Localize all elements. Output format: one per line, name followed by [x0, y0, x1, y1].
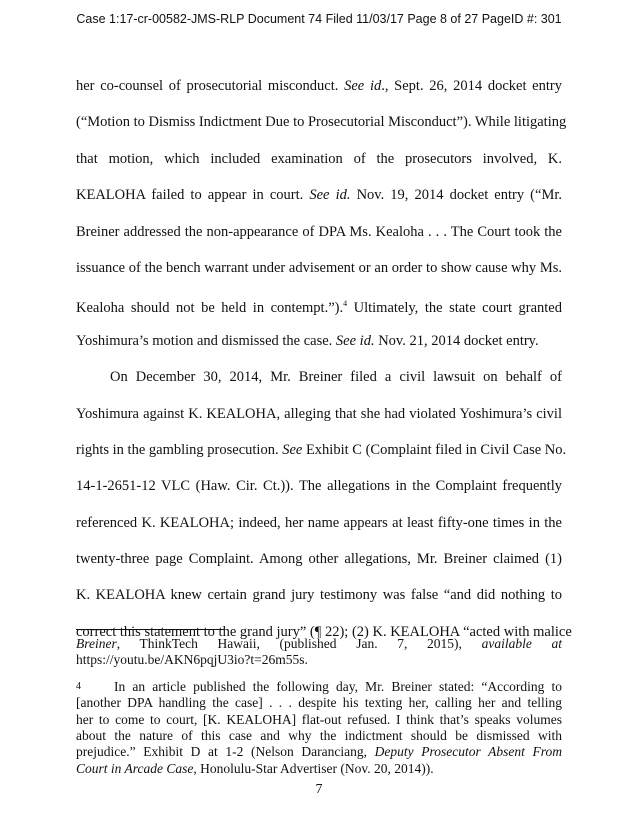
paragraph-start-line: On December 30, 2014, Mr. Breiner filed a civil lawsuit on behalf of	[110, 369, 562, 386]
body-line: 14-1-2651-12 VLC (Haw. Cir. Ct.)). The allegations in the Complaint frequently	[76, 478, 562, 495]
body-line: correct this statement to the grand jury” (¶ 22); (2) K. KEALOHA “acted with malice	[76, 623, 572, 640]
body-line: Yoshimura against K. KEALOHA, alleging that she had violated Yoshimura’s civil	[76, 405, 562, 422]
body-line: rights in the gambling prosecution. See Exhibit C (Complaint filed in Civil Case No.	[76, 441, 567, 458]
body-line: Kealoha should not be held in contempt.”).$^4$ Ultimately, the state court granted	[76, 299, 562, 317]
page-number: 7	[315, 782, 323, 797]
footnote-separator	[76, 629, 224, 630]
footnotes	[76, 636, 562, 777]
footnote-line: prejudice.” Exhibit D at 1-2 (Nelson Daranciang, Deputy Prosecutor Absent From	[76, 744, 562, 760]
body-line: that motion, which included examination of the prosecutors involved, K.	[76, 150, 562, 167]
footnote-4-first-line: 4 In an article published the following day, Mr. Breiner stated: “According to	[76, 678, 562, 694]
body-text	[76, 68, 572, 650]
body-line: twenty-three page Complaint. Among other allegations, Mr. Breiner claimed (1)	[76, 551, 562, 568]
footnote-url: https://youtu.be/AKN6pqjU3io?t=26m55s.	[76, 652, 308, 668]
footnote-line: Court in Arcade Case, Honolulu-Star Advertiser (Nov. 20, 2014)).	[76, 760, 434, 776]
footnote-line: about the nature of this case and why the indictment should be dismissed with	[76, 728, 562, 744]
body-line: her co-counsel of prosecutorial misconduct. See id., Sept. 26, 2014 docket entry	[76, 78, 562, 94]
body-line: K. KEALOHA knew certain grand jury testimony was false “and did nothing to	[76, 587, 562, 604]
body-line: KEALOHA failed to appear in court. See id. Nov. 19, 2014 docket entry (“Mr.	[76, 187, 562, 204]
footnote-line: [another DPA handling the case] . . . despite his texting her, calling her and telling	[76, 695, 562, 711]
body-line: Breiner addressed the non-appearance of DPA Ms. Kealoha . . . The Court took the	[76, 223, 562, 240]
footnote-line: Breiner, ThinkTech Hawaii, (published Jan. 7, 2015), available at	[76, 636, 562, 651]
court-filing-header: Case 1:17-cr-00582-JMS-RLP Document 74 Filed 11/03/17 Page 8 of 27 PageID #: 301	[76, 12, 562, 26]
footnote-reference: 4	[343, 299, 348, 309]
body-line: Yoshimura’s motion and dismissed the case. See id. Nov. 21, 2014 docket entry.	[76, 332, 539, 349]
body-line: (“Motion to Dismiss Indictment Due to Prosecutorial Misconduct”). While litigating	[76, 114, 567, 131]
footnote-number: 4	[76, 680, 81, 692]
footnote-line: her to come to court, [K. KEALOHA] flat-out refused. I think that’s speaks volumes	[76, 711, 562, 727]
body-line: issuance of the bench warrant under advisement or an order to show cause why Ms.	[76, 259, 562, 276]
body-line: referenced K. KEALOHA; indeed, her name appears at least fifty-one times in the	[76, 514, 562, 531]
